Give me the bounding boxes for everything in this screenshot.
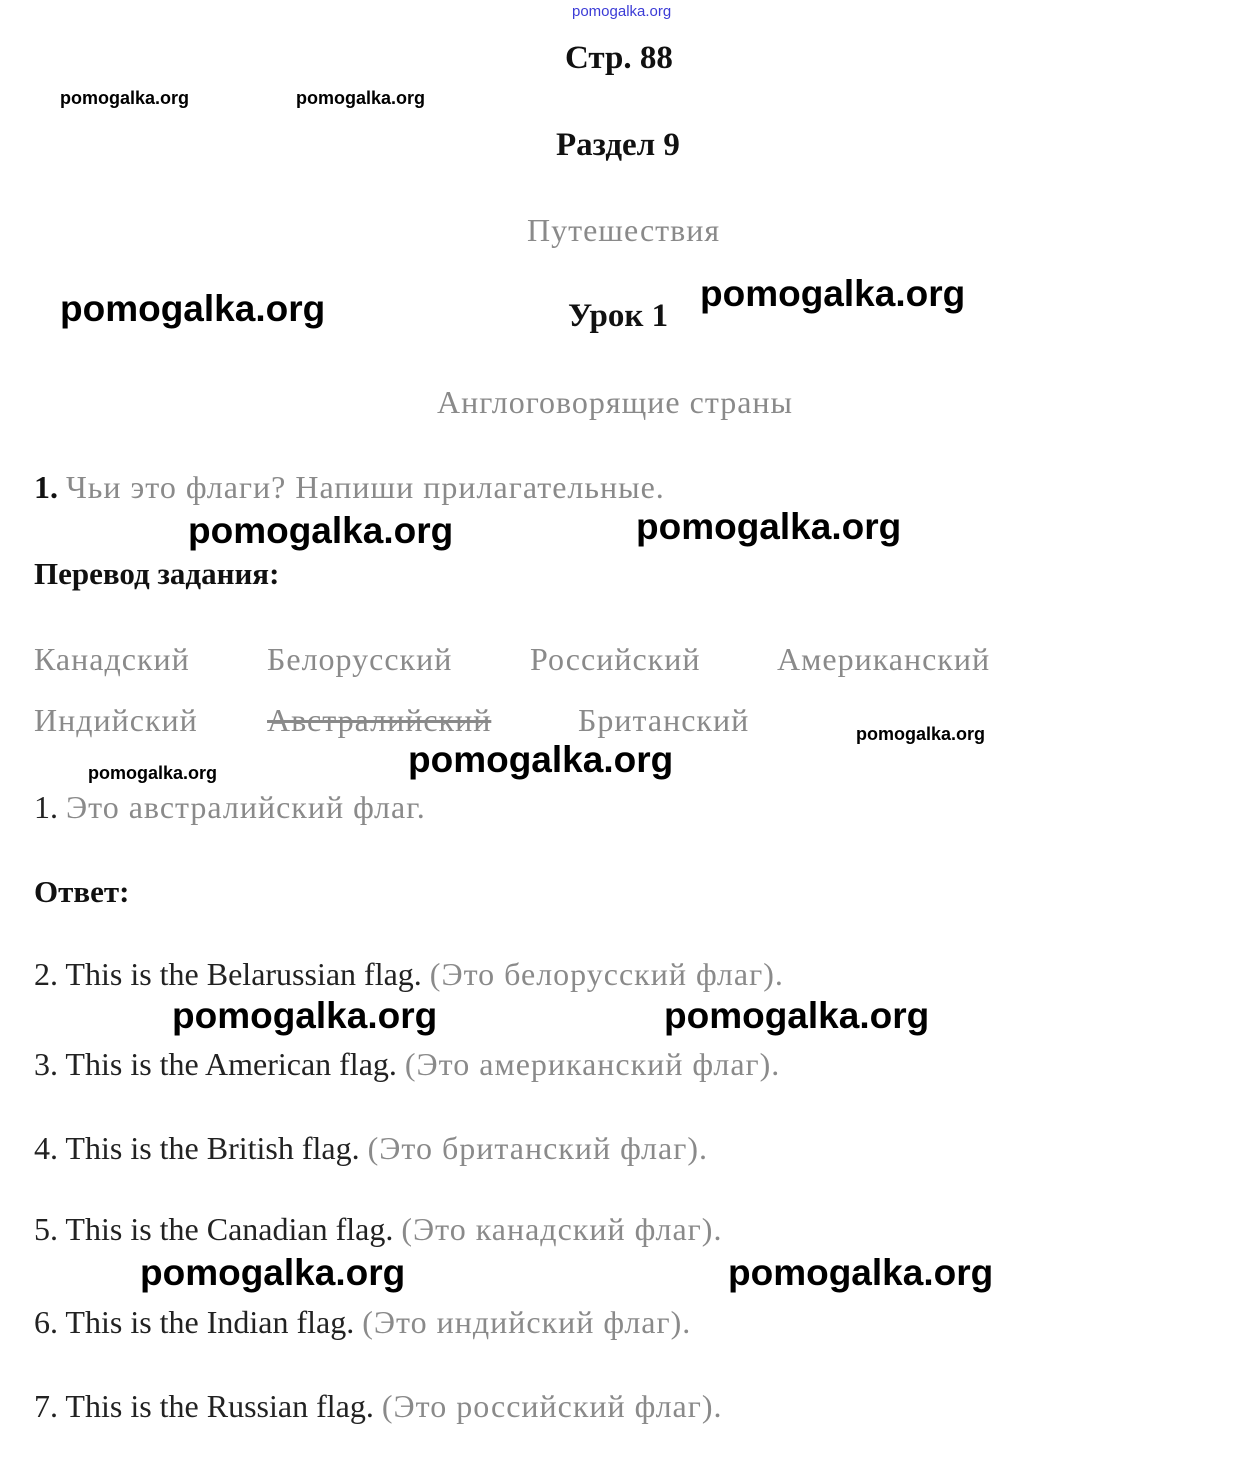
task xyxy=(34,471,665,503)
lesson-title: Урок 1 xyxy=(568,298,669,334)
word-american: Американский xyxy=(777,641,991,677)
watermark: pomogalka.org xyxy=(60,288,326,329)
answer-ru: (Это американский флаг). xyxy=(404,1046,781,1082)
word-canadian: Канадский xyxy=(34,641,190,677)
page-label: Стр. 88 xyxy=(565,40,673,76)
answer-ru: (Это британский флаг). xyxy=(367,1130,708,1166)
answer-en: 5. This is the Canadian flag. xyxy=(34,1211,394,1247)
lesson-subtitle: Англоговорящие страны xyxy=(437,384,794,420)
answer-en: 7. This is the Russian flag. xyxy=(34,1388,374,1424)
answer-item xyxy=(34,1048,780,1080)
answer-item xyxy=(34,1213,722,1245)
answer-en: 3. This is the American flag. xyxy=(34,1046,397,1082)
answer-item xyxy=(34,1390,723,1422)
watermark: pomogalka.org xyxy=(636,506,902,547)
task-text: Чьи это флаги? Напиши прилагательные. xyxy=(66,469,665,505)
example-number: 1. xyxy=(34,789,58,825)
watermark: pomogalka.org xyxy=(188,510,454,551)
word-british: Британский xyxy=(578,702,750,738)
watermark: pomogalka.org xyxy=(172,995,438,1036)
answer-en: 2. This is the Belarussian flag. xyxy=(34,956,422,992)
example-text: Это австралийский флаг. xyxy=(66,789,426,825)
answer-en: 6. This is the Indian flag. xyxy=(34,1304,355,1340)
answer-item xyxy=(34,958,784,990)
watermark: pomogalka.org xyxy=(88,763,218,783)
section-title: Раздел 9 xyxy=(556,127,680,163)
watermark: pomogalka.org xyxy=(408,739,674,780)
watermark: pomogalka.org xyxy=(728,1252,994,1293)
watermark: pomogalka.org xyxy=(856,724,986,744)
answer-ru: (Это индийский флаг). xyxy=(362,1304,692,1340)
watermark: pomogalka.org xyxy=(296,88,426,108)
word-indian: Индийский xyxy=(34,702,198,738)
answer-en: 4. This is the British flag. xyxy=(34,1130,360,1166)
watermark: pomogalka.org xyxy=(700,273,966,314)
watermark-top: pomogalka.org xyxy=(572,3,672,20)
answer-item xyxy=(34,1306,691,1338)
answer-ru: (Это российский флаг). xyxy=(381,1388,723,1424)
word-australian-struck: Австралийский xyxy=(267,702,492,738)
word-belarusian: Белорусский xyxy=(267,641,453,677)
answer-heading: Ответ: xyxy=(34,874,130,909)
task-number: 1. xyxy=(34,469,58,505)
answer-ru: (Это белорусский флаг). xyxy=(429,956,784,992)
answer-item xyxy=(34,1132,708,1164)
word-russian: Российский xyxy=(530,641,701,677)
example xyxy=(34,791,426,823)
watermark: pomogalka.org xyxy=(60,88,190,108)
translation-heading: Перевод задания: xyxy=(34,556,280,591)
answer-ru: (Это канадский флаг). xyxy=(401,1211,723,1247)
watermark: pomogalka.org xyxy=(664,995,930,1036)
watermark: pomogalka.org xyxy=(140,1252,406,1293)
section-subtitle: Путешествия xyxy=(527,212,721,248)
